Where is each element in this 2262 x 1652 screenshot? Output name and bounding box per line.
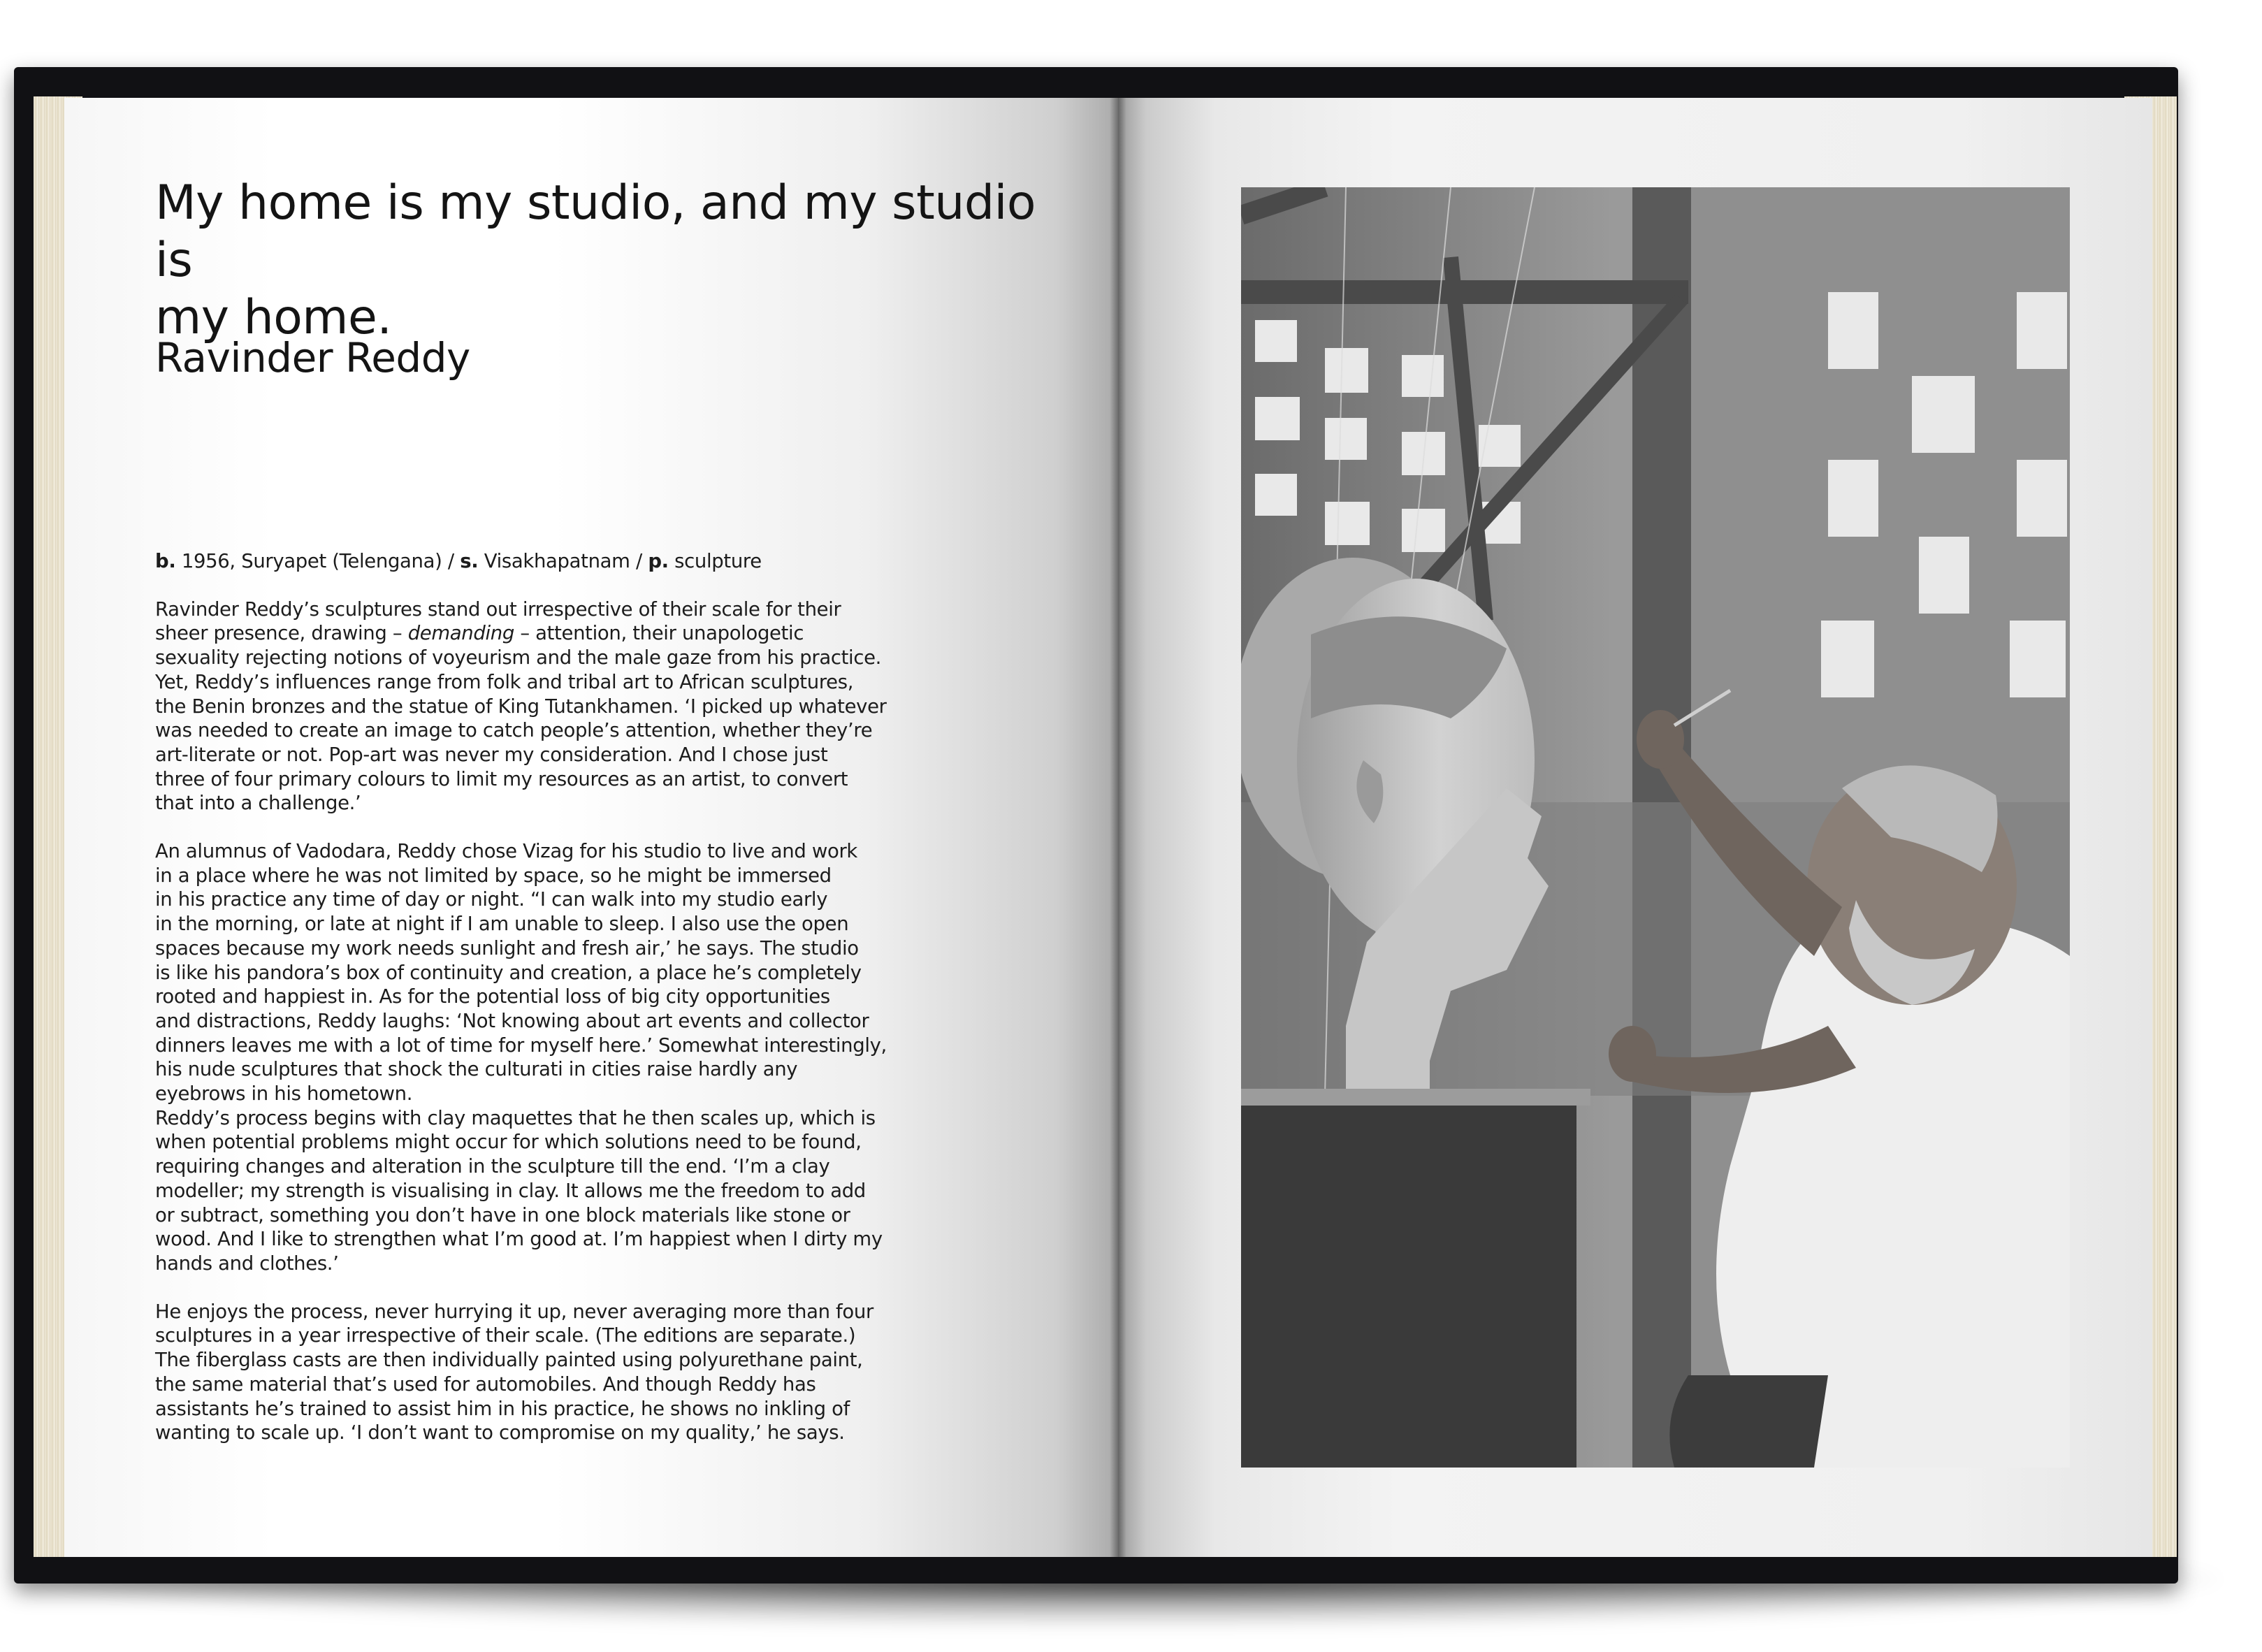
paragraph-line: was needed to create an image to catch people’s attention, whether they’re [155, 719, 873, 742]
paragraph-line: art-literate or not. Pop-art was never my consideration. And I chose just [155, 743, 828, 766]
studio-value: Visakhapatnam / [484, 550, 642, 572]
paragraph-line: sexuality rejecting notions of voyeurism and the male gaze from his practice. [155, 646, 882, 669]
born-value: 1956, Suryapet (Telengana) / [181, 550, 454, 572]
text-run: – attention, their unapologetic [514, 622, 804, 645]
author-name: Ravinder Reddy [155, 334, 470, 382]
paragraph-line: or subtract, something you don’t have in one block materials like stone or [155, 1203, 850, 1226]
paragraph-line: his nude sculptures that shock the culturati in cities raise hardly any [155, 1058, 798, 1081]
paragraph-line: wanting to scale up. ‘I don’t want to compromise on my quality,’ he says. [155, 1421, 845, 1444]
paragraph-line: in a place where he was not limited by space, so he might be immersed [155, 864, 832, 887]
paragraph-line: Yet, Reddy’s influences range from folk and tribal art to African sculptures, [155, 670, 854, 693]
paragraph-line: The fiberglass casts are then individually painted using polyurethane paint, [155, 1349, 863, 1372]
practice-label: p. [648, 550, 669, 572]
paragraph-line: that into a challenge.’ [155, 792, 361, 815]
practice-value: sculpture [674, 550, 762, 572]
paragraph-line: hands and clothes.’ [155, 1252, 339, 1275]
paragraph-line: modeller; my strength is visualising in clay. It allows me the freedom to add [155, 1179, 866, 1202]
paragraph-1 [155, 597, 945, 816]
paragraph-line: is like his pandora’s box of continuity and creation, a place he’s completely [155, 961, 862, 984]
paragraph-line: Ravinder Reddy’s sculptures stand out irrespective of their scale for their [155, 597, 841, 621]
paragraph-line: requiring changes and alteration in the sculpture till the end. ‘I’m a clay [155, 1155, 830, 1178]
paragraph-line: three of four primary colours to limit my resources as an artist, to convert [155, 767, 848, 790]
book-gutter [1110, 98, 1126, 1557]
headline-line-2: my home. [155, 290, 392, 345]
paragraph-line [155, 621, 945, 646]
paragraph-line: assistants he’s trained to assist him in his practice, he shows no inkling of [155, 1397, 850, 1420]
paragraph-line: Reddy’s process begins with clay maquettes that he then scales up, which is [155, 1106, 876, 1129]
artist-at-work-illustration [1241, 187, 2070, 1468]
studio-label: s. [460, 550, 479, 572]
born-label: b. [155, 550, 176, 572]
paragraph-2 [155, 839, 945, 1276]
paragraph-line: An alumnus of Vadodara, Reddy chose Vizag for his studio to live and work [155, 840, 857, 863]
paragraph-line: wood. And I like to strengthen what I’m good at. I’m happiest when I dirty my [155, 1228, 883, 1251]
text-run: sheer presence, drawing – [155, 622, 408, 645]
paragraph-line: in his practice any time of day or night. “I can walk into my studio early [155, 888, 828, 911]
studio-photograph [1241, 187, 2070, 1468]
paragraph-line: the Benin bronzes and the statue of King Tutankhamen. ‘I picked up whatever [155, 695, 887, 718]
paragraph-line: spaces because my work needs sunlight and fresh air,’ he says. The studio [155, 936, 859, 959]
bio-line [155, 549, 945, 574]
headline-line-1: My home is my studio, and my studio is [155, 175, 1036, 288]
article-body [155, 549, 945, 1445]
paragraph-line: the same material that’s used for automobiles. And though Reddy has [155, 1372, 816, 1396]
article-headline [155, 175, 1064, 347]
paragraph-line: when potential problems might occur for which solutions need to be found, [155, 1131, 862, 1154]
work-bench [1241, 1096, 1576, 1468]
paragraph-line: rooted and happiest in. As for the potential loss of big city opportunities [155, 985, 830, 1008]
paragraph-line: dinners leaves me with a lot of time for myself here.’ Somewhat interestingly, [155, 1034, 887, 1057]
paragraph-line: sculptures in a year irrespective of their scale. (The editions are separate.) [155, 1324, 856, 1347]
paragraph-line: He enjoys the process, never hurrying it up, never averaging more than four [155, 1300, 873, 1323]
emphasis-text: demanding [407, 622, 514, 645]
paragraph-line: and distractions, Reddy laughs: ‘Not knowing about art events and collector [155, 1009, 869, 1032]
paragraph-line: in the morning, or late at night if I am unable to sleep. I also use the open [155, 913, 849, 936]
paragraph-3 [155, 1300, 945, 1445]
paragraph-line: eyebrows in his hometown. [155, 1082, 413, 1106]
